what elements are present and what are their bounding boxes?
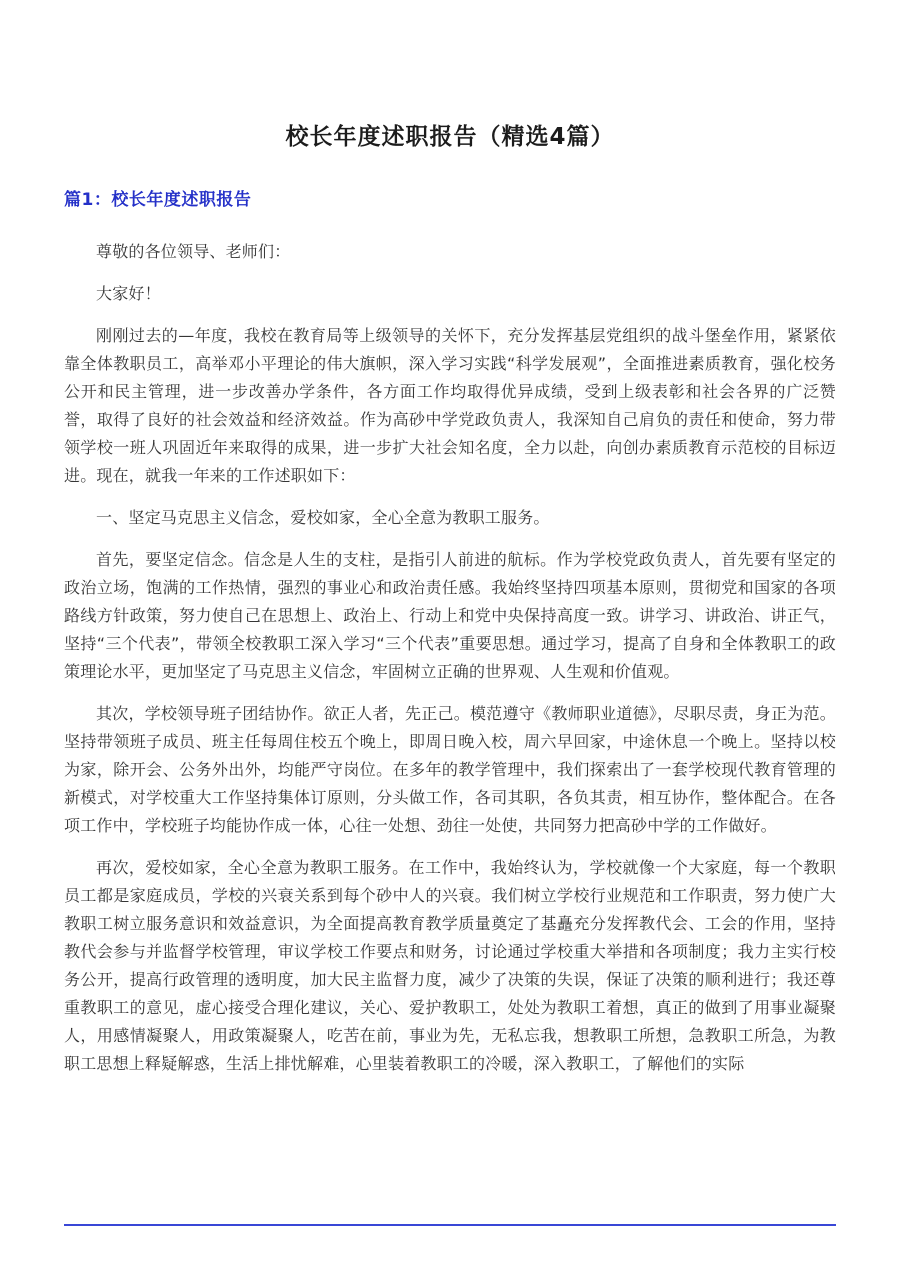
paragraph-third-point: 再次，爱校如家，全心全意为教职工服务。在工作中，我始终认为，学校就像一个大家庭，每一个教职员工都是家庭成员，学校的兴衰关系到每个砂中人的兴衰。我们树立学校行业规范和工作职责，努力使广大教职工树立服务意识和效益意识，为全面提高教育教学质量奠定了基矗充分发挥教代会、工会的作用，坚持教代会参与并监督学校管理，审议学校工作要点和财务，讨论通过学校重大举措和各项制度；我力主实行校务公开，提高行政管理的透明度，加大民主监督力度，减少了决策的失误，保证了决策的顺利进行；我还尊重教职工的意见，虚心接受合理化建议，关心、爱护教职工，处处为教职工着想，真正的做到了用事业凝聚人，用感情凝聚人，用政策凝聚人，吃苦在前，事业为先，无私忘我，想教职工所想，急教职工所急，为教职工思想上释疑解惑，生活上排忧解难，心里装着教职工的冷暖，深入教职工，了解他们的实际 [64,858,836,1073]
paragraph-intro: 刚刚过去的—年度，我校在教育局等上级领导的关怀下，充分发挥基层党组织的战斗堡垒作用，紧紧依靠全体教职员工，高举邓小平理论的伟大旗帜，深入学习实践“科学发展观”，全面推进素质教育，强化校务公开和民主管理，进一步改善办学条件，各方面工作均取得优异成绩，受到上级表彰和社会各界的广泛赞誉，取得了良好的社会效益和经济效益。作为高砂中学党政负责人，我深知自己肩负的责任和使命，努力带领学校一班人巩固近年来取得的成果，进一步扩大社会知名度，全力以赴，向创办素质教育示范校的目标迈进。现在，就我一年来的工作述职如下： [64,326,836,485]
paragraph-first-point: 首先，要坚定信念。信念是人生的支柱，是指引人前进的航标。作为学校党政负责人，首先要有坚定的政治立场，饱满的工作热情，强烈的事业心和政治责任感。我始终坚持四项基本原则，贯彻党和国家的各项路线方针政策，努力使自己在思想上、政治上、行动上和党中央保持高度一致。讲学习、讲政治、讲正气，坚持“三个代表”，带领全校教职工深入学习“三个代表”重要思想。通过学习，提高了自身和全体教职工的政策理论水平，更加坚定了马克思主义信念，牢固树立正确的世界观、人生观和价值观。 [64,550,836,681]
document-title: 校长年度述职报告（精选4篇） [285,124,615,150]
bottom-divider [64,1224,836,1226]
paragraph-section-one-title: 一、坚定马克思主义信念，爱校如家，全心全意为教职工服务。 [96,508,550,527]
paragraph-greeting: 大家好！ [96,284,161,303]
paragraph-salutation: 尊敬的各位领导、老师们： [96,242,291,261]
paragraph-second-point: 其次，学校领导班子团结协作。欲正人者，先正己。模范遵守《教师职业道德》，尽职尽责，身正为范。坚持带领班子成员、班主任每周住校五个晚上，即周日晚入校，周六早回家，中途休息一个晚上。坚持以校为家，除开会、公务外出外，均能严守岗位。在多年的教学管理中，我们探索出了一套学校现代教育管理的新模式，对学校重大工作坚持集体订原则，分头做工作，各司其职，各负其责，相互协作，整体配合。在各项工作中，学校班子均能协作成一体，心往一处想、劲往一处使，共同努力把高砂中学的工作做好。 [64,704,836,835]
section-heading: 篇1：校长年度述职报告 [64,190,252,210]
